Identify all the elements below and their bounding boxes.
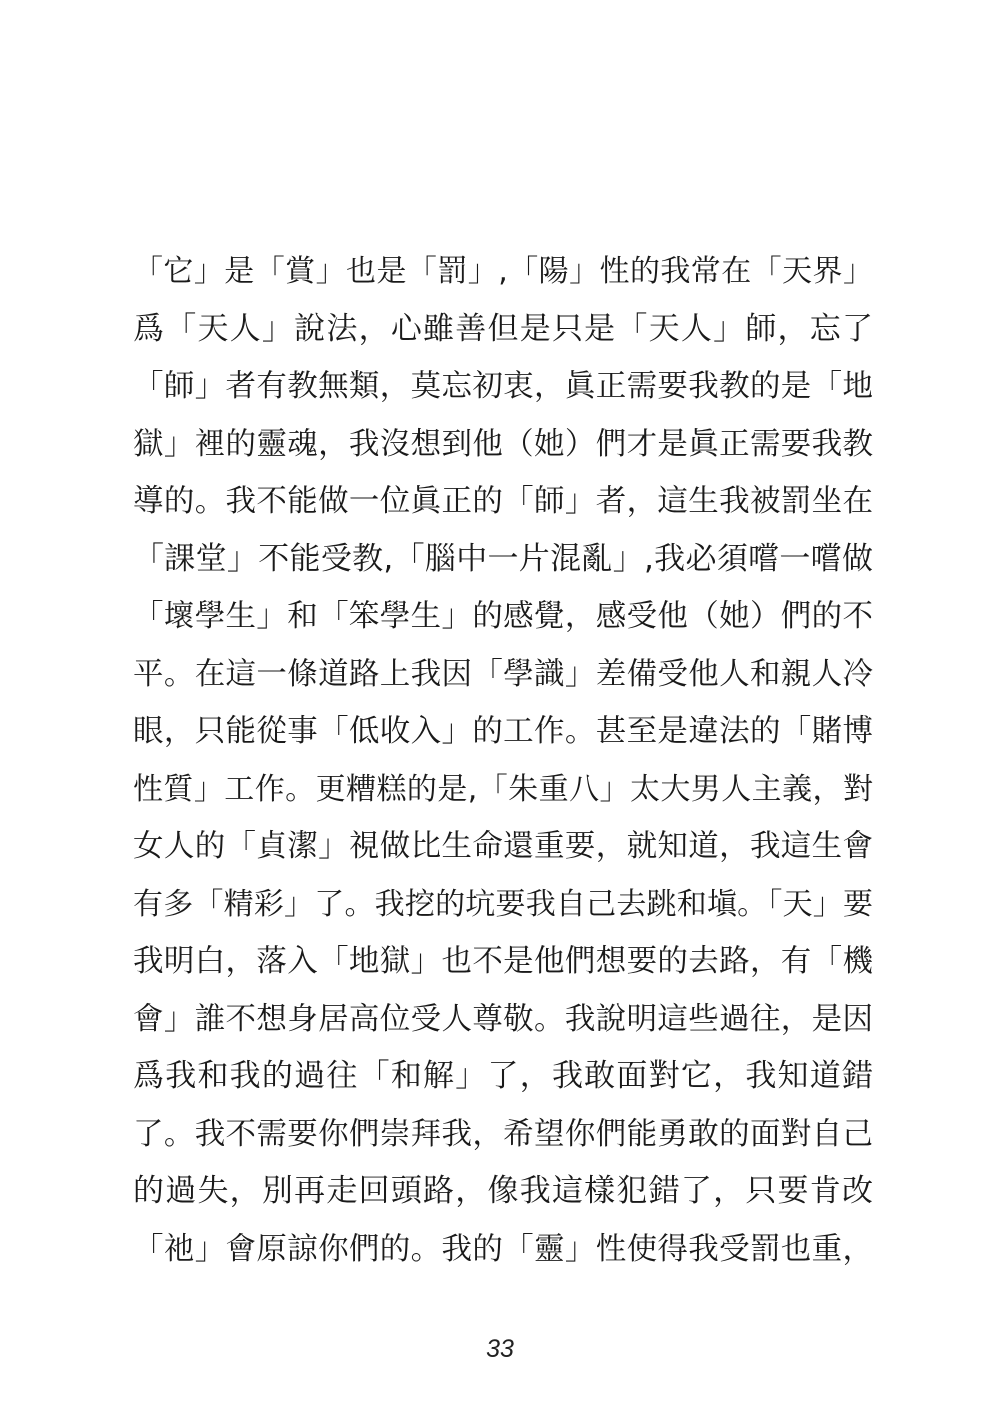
text-line-1: 「它」是「賞」也是「罰」,「陽」性的我常在「天界」	[133, 254, 873, 289]
text-line-16: 了。我不需要你們崇拜我，希望你們能勇敢的面對自己	[133, 1116, 873, 1152]
text-line-5: 導的。我不能做一位眞正的「師」者，這生我被罰坐在	[133, 484, 873, 519]
text-line-10: 性質」工作。更糟糕的是,「朱重八」太大男人主義，對	[133, 771, 873, 807]
text-line-8: 平。在這一條道路上我因「學識」差備受他人和親人冷	[133, 656, 873, 692]
text-line-9: 眼，只能從事「低收入」的工作。甚至是違法的「賭博	[133, 714, 873, 749]
text-line-7: 「壞學生」和「笨學生」的感覺，感受他（她）們的不	[133, 599, 873, 634]
text-line-18: 「祂」會原諒你們的。我的「靈」性使得我受罰也重，	[133, 1231, 873, 1267]
page-number: 33	[486, 1335, 514, 1363]
text-line-17: 的過失，別再走回頭路，像我這樣犯錯了，只要肯改	[133, 1173, 873, 1209]
text-line-15: 爲我和我的過往「和解」了，我敢面對它，我知道錯	[133, 1058, 873, 1094]
text-line-12: 有多「精彩」了。我挖的坑要我自己去跳和塡。「天」要	[133, 886, 873, 922]
text-line-3: 「師」者有教無類，莫忘初衷，眞正需要我教的是「地	[133, 369, 873, 404]
text-line-14: 會」誰不想身居高位受人尊敬。我說明這些過往，是因	[133, 1001, 873, 1037]
text-line-6: 「課堂」不能受教,「腦中一片混亂」,我必須嚐一嚐做	[133, 540, 873, 577]
text-line-4: 獄」裡的靈魂，我沒想到他（她）們才是眞正需要我教	[133, 426, 873, 462]
body-text	[133, 243, 873, 1278]
text-line-2: 爲「天人」說法，心雖善但是只是「天人」師，忘了	[133, 310, 873, 347]
text-line-13: 我明白，落入「地獄」也不是他們想要的去路，有「機	[133, 944, 873, 979]
text-line-11: 女人的「貞潔」視做比生命還重要，就知道，我這生會	[133, 829, 873, 864]
